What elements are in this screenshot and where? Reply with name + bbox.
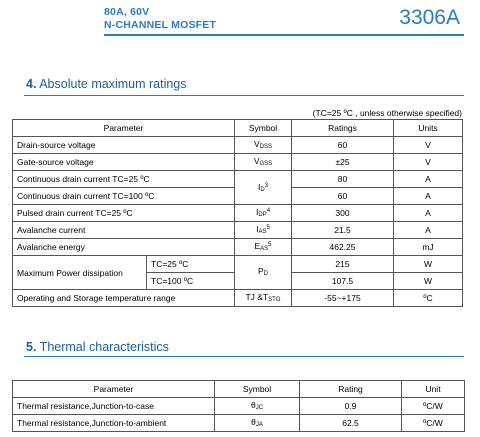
param-cell: Thermal resistance,Junction-to-case — [13, 398, 215, 415]
unit-cell: A — [394, 222, 463, 239]
table-row — [13, 154, 463, 171]
value-cell: -55~+175 — [292, 290, 394, 307]
section-4-rule — [24, 95, 464, 96]
condition-cell: TC=100 ºC — [147, 273, 235, 290]
unit-cell: ºC/W — [402, 398, 465, 415]
part-number: 3306A — [399, 6, 460, 29]
symbol-cell: VGSS — [235, 154, 292, 171]
value-cell: 21.5 — [292, 222, 394, 239]
conditions-note: (TC=25 ºC , unless otherwise specified) — [312, 108, 462, 118]
value-cell: 80 — [292, 171, 394, 188]
param-cell: Avalanche current — [13, 222, 235, 239]
table-row — [13, 171, 463, 188]
param-cell: Continuous drain current TC=100 ºC — [13, 188, 235, 205]
section-4-number: 4. — [26, 77, 37, 91]
col-parameter: Parameter — [13, 381, 215, 398]
param-cell: Thermal resistance,Junction-to-ambient — [13, 415, 215, 432]
unit-cell: W — [394, 273, 463, 290]
thermal-characteristics-table — [12, 380, 465, 432]
symbol-cell: PD — [235, 256, 292, 290]
unit-cell: ºC — [394, 290, 463, 307]
unit-cell: V — [394, 154, 463, 171]
value-cell: 462.25 — [292, 239, 394, 256]
section-4-label: Absolute maximum ratings — [36, 77, 187, 91]
table-header-row — [13, 120, 463, 137]
table-row — [13, 256, 463, 273]
symbol-cell: θJC — [215, 398, 300, 415]
param-cell: Gate-source voltage — [13, 154, 235, 171]
param-cell: Maximum Power dissipation — [13, 256, 147, 290]
col-symbol: Symbol — [215, 381, 300, 398]
table-row — [13, 205, 463, 222]
value-cell: 300 — [292, 205, 394, 222]
param-cell: Continuous drain current TC=25 ºC — [13, 171, 235, 188]
table-row — [13, 222, 463, 239]
unit-cell: V — [394, 137, 463, 154]
spec-summary: 80A, 60V — [104, 6, 150, 18]
symbol-cell: IDP$^4$ — [235, 205, 292, 222]
value-cell: 62.5 — [300, 415, 402, 432]
table-row — [13, 137, 463, 154]
section-5-label: Thermal characteristics — [36, 340, 169, 354]
header-rule — [104, 34, 464, 36]
section-5-number: 5. — [26, 340, 37, 354]
value-cell: 107.5 — [292, 273, 394, 290]
section-4-title — [26, 77, 187, 91]
col-unit: Unit — [402, 381, 465, 398]
unit-cell: ºC/W — [402, 415, 465, 432]
param-cell: Drain-source voltage — [13, 137, 235, 154]
unit-cell: A — [394, 205, 463, 222]
table-row — [13, 398, 465, 415]
symbol-cell: VDSS — [235, 137, 292, 154]
table-row — [13, 415, 465, 432]
symbol-cell: IAS$^5$ — [235, 222, 292, 239]
param-cell: Avalanche energy — [13, 239, 235, 256]
symbol-cell: TJ &TSTG — [235, 290, 292, 307]
section-5-rule — [24, 356, 464, 357]
symbol-cell: $ID^3$ — [235, 171, 292, 205]
value-cell: ±25 — [292, 154, 394, 171]
param-cell: Pulsed drain current TC=25 ºC — [13, 205, 235, 222]
col-parameter: Parameter — [13, 120, 235, 137]
symbol-cell: EAS$^5$ — [235, 239, 292, 256]
table-row — [13, 239, 463, 256]
value-cell: 60 — [292, 188, 394, 205]
section-5-title — [26, 340, 169, 354]
unit-cell: mJ — [394, 239, 463, 256]
param-cell: Operating and Storage temperature range — [13, 290, 235, 307]
symbol-cell: θJA — [215, 415, 300, 432]
col-symbol: Symbol — [235, 120, 292, 137]
absolute-max-ratings-table — [12, 119, 463, 307]
col-rating: Rating — [300, 381, 402, 398]
unit-cell: A — [394, 171, 463, 188]
device-type: N-CHANNEL MOSFET — [104, 19, 217, 31]
col-units: Units — [394, 120, 463, 137]
table-header-row — [13, 381, 465, 398]
table-row — [13, 290, 463, 307]
value-cell: 215 — [292, 256, 394, 273]
col-ratings: Ratings — [292, 120, 394, 137]
unit-cell: W — [394, 256, 463, 273]
unit-cell: A — [394, 188, 463, 205]
value-cell: 0.9 — [300, 398, 402, 415]
value-cell: 60 — [292, 137, 394, 154]
condition-cell: TC=25 ºC — [147, 256, 235, 273]
